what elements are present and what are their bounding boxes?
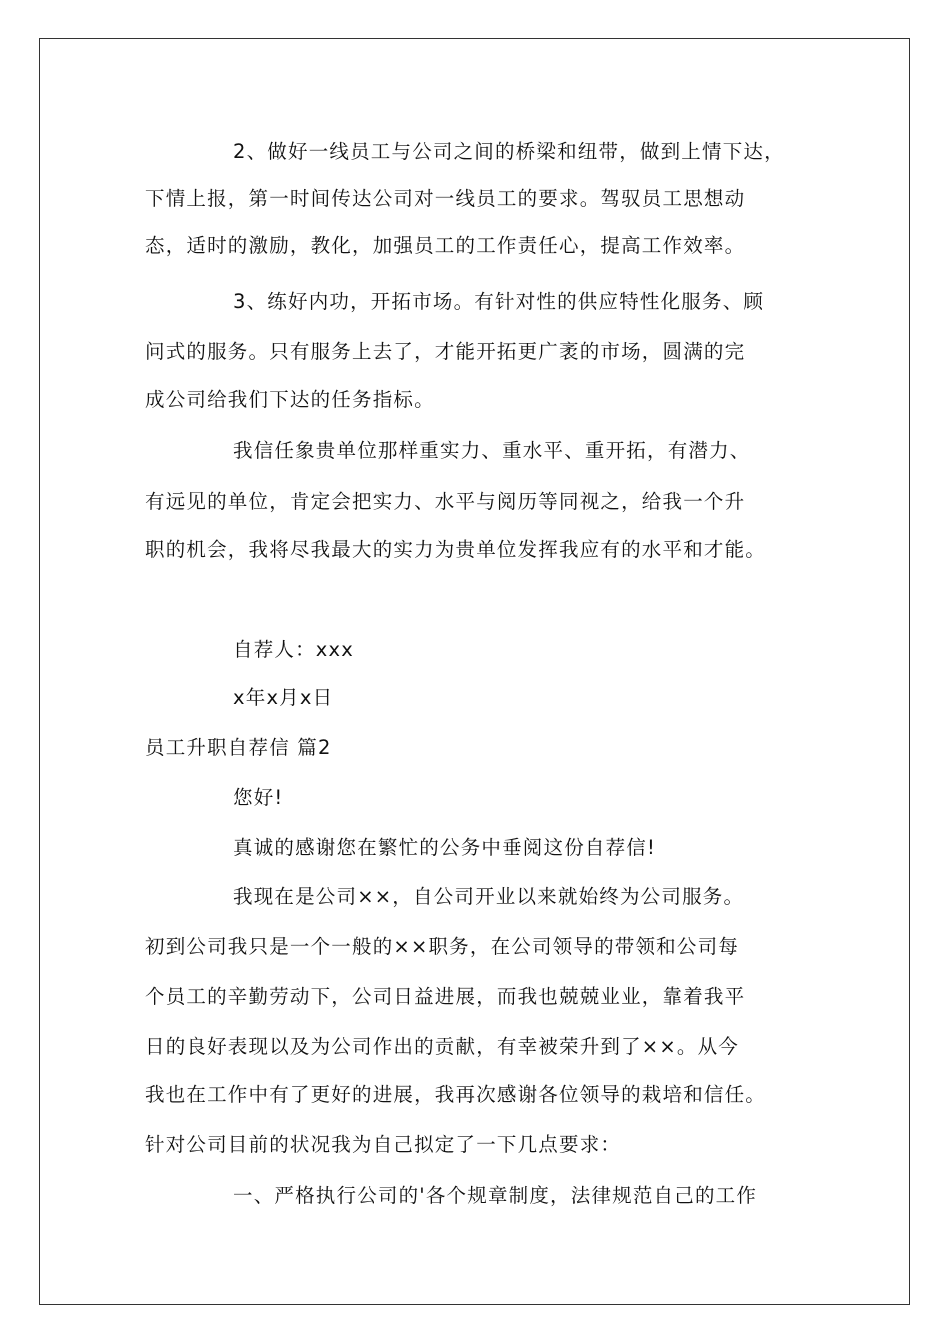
section-title: 员工升职自荐信 篇2 xyxy=(145,736,332,759)
paragraph-line: 3、练好内功，开拓市场。有针对性的供应特性化服务、顾 xyxy=(233,290,765,313)
paragraph-line: 我现在是公司××，自公司开业以来就始终为公司服务。 xyxy=(233,885,745,908)
paragraph-line: 有远见的单位，肯定会把实力、水平与阅历等同视之，给我一个升 xyxy=(145,490,746,513)
paragraph-line: 初到公司我只是一个一般的××职务，在公司领导的带领和公司每 xyxy=(145,935,739,958)
greeting: 您好! xyxy=(233,786,284,809)
paragraph-line: 针对公司目前的状况我为自己拟定了一下几点要求： xyxy=(145,1133,622,1156)
paragraph-line: 我信任象贵单位那样重实力、重水平、重开拓，有潜力、 xyxy=(233,439,751,462)
paragraph-line: 2、做好一线员工与公司之间的桥梁和纽带，做到上情下达， xyxy=(233,140,785,163)
paragraph-line: 态，适时的激励，教化，加强员工的工作责任心，提高工作效率。 xyxy=(145,234,746,257)
page-border xyxy=(39,38,910,1305)
paragraph-line: 问式的服务。只有服务上去了，才能开拓更广袤的市场，圆满的完 xyxy=(145,340,746,363)
paragraph-line: 日的良好表现以及为公司作出的贡献，有幸被荣升到了××。从今 xyxy=(145,1035,739,1058)
paragraph-line: 真诚的感谢您在繁忙的公务中垂阅这份自荐信! xyxy=(233,836,657,859)
paragraph-line: 个员工的辛勤劳动下，公司日益进展，而我也兢兢业业，靠着我平 xyxy=(145,985,746,1008)
signature-name: 自荐人：xxx xyxy=(233,638,355,661)
signature-date: x年x月x日 xyxy=(233,686,334,709)
paragraph-line: 一、严格执行公司的'各个规章制度，法律规范自己的工作 xyxy=(233,1184,758,1207)
paragraph-line: 我也在工作中有了更好的进展，我再次感谢各位领导的栽培和信任。 xyxy=(145,1083,767,1106)
paragraph-line: 成公司给我们下达的任务指标。 xyxy=(145,388,435,411)
paragraph-line: 职的机会，我将尽我最大的实力为贵单位发挥我应有的水平和才能。 xyxy=(145,538,767,561)
paragraph-line: 下情上报，第一时间传达公司对一线员工的要求。驾驭员工思想动 xyxy=(145,187,746,210)
